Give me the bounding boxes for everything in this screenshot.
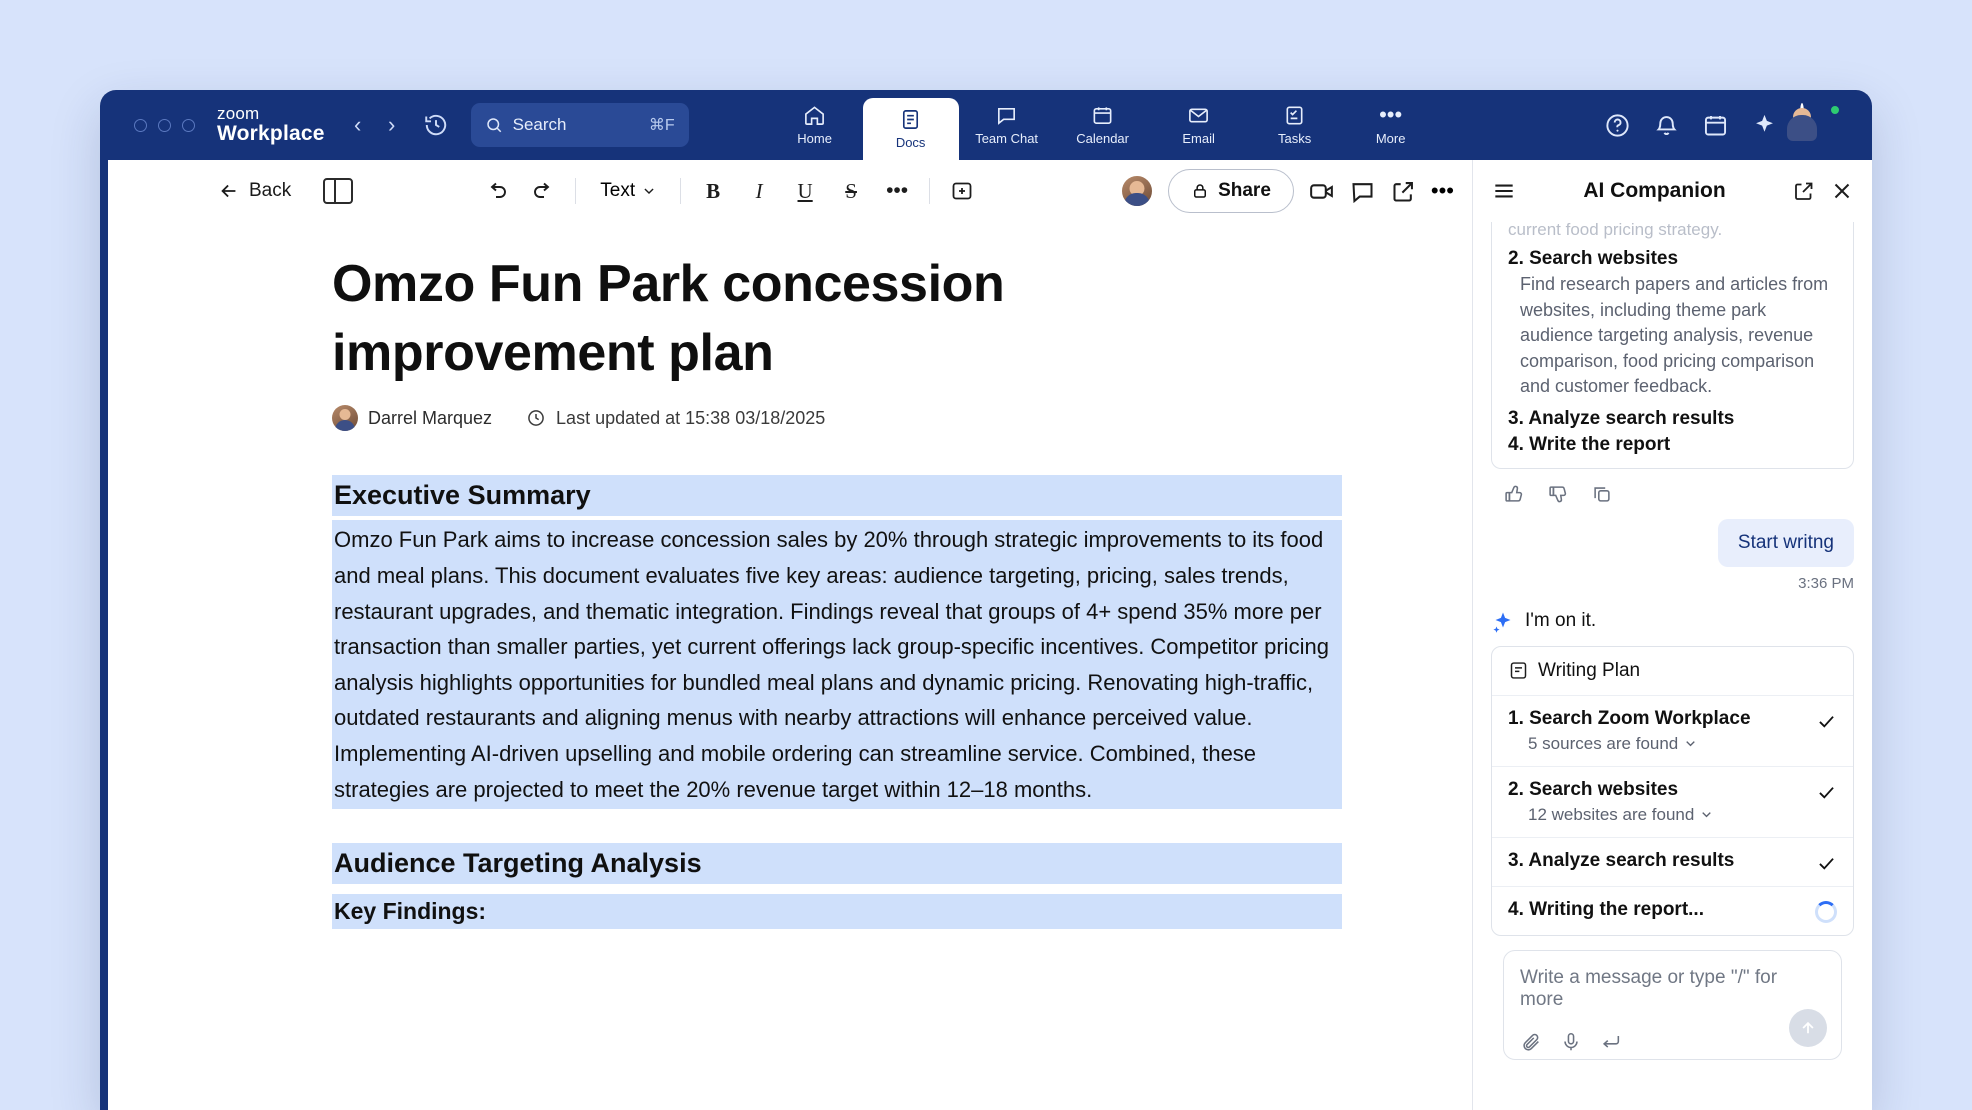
- nav-label-team-chat: Team Chat: [975, 131, 1039, 146]
- document-meta: [332, 405, 1352, 431]
- nav-label-home: Home: [797, 131, 832, 146]
- chevron-down-icon: [1684, 737, 1697, 750]
- insert-icon[interactable]: [942, 171, 982, 211]
- step-title: 2. Search websites: [1508, 778, 1679, 800]
- nav-label-email: Email: [1182, 131, 1215, 146]
- back-arrow-icon[interactable]: ‹: [353, 112, 362, 137]
- brand-line-2: Workplace: [217, 121, 325, 145]
- author-avatar: [332, 405, 358, 431]
- nav-item-home[interactable]: [767, 90, 863, 160]
- bell-icon[interactable]: [1653, 112, 1680, 139]
- nav-label-tasks: Tasks: [1278, 131, 1312, 146]
- writing-plan-step[interactable]: [1492, 696, 1853, 767]
- search-placeholder: Search: [512, 115, 567, 134]
- chevron-down-icon: [1700, 808, 1713, 821]
- minimize-window-button[interactable]: [158, 119, 171, 132]
- share-button[interactable]: [1168, 169, 1294, 213]
- toolbar-divider: [929, 178, 930, 204]
- text-style-dropdown[interactable]: [588, 171, 668, 211]
- toolbar-divider: [680, 178, 681, 204]
- undo-icon[interactable]: [477, 171, 517, 211]
- audience-targeting-heading-block: [332, 843, 1342, 884]
- nav-item-tasks[interactable]: [1247, 90, 1343, 160]
- message-composer[interactable]: [1503, 950, 1842, 1060]
- section-heading-executive-summary: Executive Summary: [334, 480, 591, 511]
- writing-plan-title: Writing Plan: [1538, 659, 1641, 681]
- step-title: 1. Search Zoom Workplace: [1508, 707, 1751, 729]
- zoom-workplace-logo: [217, 105, 325, 145]
- more-icon: •••: [1379, 102, 1403, 127]
- forward-arrow-icon[interactable]: ›: [387, 112, 396, 137]
- chevron-down-icon: [642, 184, 656, 198]
- attach-icon[interactable]: [1520, 1031, 1542, 1053]
- author-name: Darrel Marquez: [368, 407, 493, 428]
- step-subtitle-text: 12 websites are found: [1528, 804, 1695, 824]
- mic-icon[interactable]: [1560, 1031, 1582, 1053]
- help-icon[interactable]: [1604, 112, 1631, 139]
- message-reactions: [1491, 469, 1854, 509]
- avatar[interactable]: [1800, 105, 1840, 145]
- top-navigation: [767, 90, 1439, 160]
- nav-item-calendar[interactable]: [1055, 90, 1151, 160]
- formatting-tools: [477, 171, 982, 211]
- nav-item-team-chat[interactable]: [959, 90, 1055, 160]
- subheading-key-findings: Key Findings:: [334, 898, 487, 925]
- more-formatting-icon[interactable]: •••: [886, 179, 909, 202]
- executive-summary-body-block: [332, 520, 1342, 809]
- ai-panel-close-icon[interactable]: [1830, 179, 1854, 203]
- nav-item-docs[interactable]: [863, 98, 959, 160]
- lock-icon: [1191, 182, 1209, 200]
- toolbar-divider: [575, 178, 576, 204]
- step-subtitle[interactable]: [1508, 805, 1806, 825]
- loading-spinner-icon: [1815, 901, 1837, 923]
- nav-item-more[interactable]: [1343, 90, 1439, 160]
- docs-icon: [899, 108, 922, 130]
- video-icon[interactable]: [1308, 178, 1335, 205]
- close-window-button[interactable]: [134, 119, 147, 132]
- ai-sparkle-icon[interactable]: [1751, 112, 1778, 139]
- assistant-message-text: I'm on it.: [1525, 609, 1597, 631]
- share-button-label: Share: [1218, 180, 1271, 201]
- home-icon: [803, 104, 826, 126]
- thumbs-up-icon[interactable]: [1503, 483, 1525, 505]
- left-rail: [100, 160, 108, 1110]
- document-toolbar: [100, 160, 1472, 222]
- document-pane: [100, 160, 1472, 1110]
- title-bar-right-icons: [1604, 105, 1854, 145]
- copy-icon[interactable]: [1591, 483, 1613, 505]
- composer-actions: [1520, 1031, 1825, 1053]
- ai-panel-header: [1473, 160, 1872, 222]
- collaborator-avatar[interactable]: [1120, 174, 1154, 208]
- thumbs-down-icon[interactable]: [1547, 483, 1569, 505]
- section-spacer: [332, 809, 1352, 843]
- check-icon: [1816, 779, 1837, 803]
- toggle-sidebar-button[interactable]: [323, 178, 353, 204]
- italic-icon[interactable]: I: [755, 178, 763, 203]
- writing-plan-step[interactable]: [1492, 838, 1853, 887]
- presence-indicator: [1829, 104, 1841, 116]
- ai-panel-popout-icon[interactable]: [1792, 179, 1816, 203]
- ai-panel-menu-icon[interactable]: [1491, 178, 1517, 204]
- back-button[interactable]: [218, 180, 291, 202]
- clipped-previous-text: current food pricing strategy.: [1508, 222, 1723, 239]
- email-icon: [1187, 104, 1210, 126]
- previous-plan-card: [1491, 222, 1854, 469]
- writing-plan-card: [1491, 646, 1854, 936]
- user-message-bubble: Start writng: [1718, 519, 1854, 567]
- section-body-executive-summary[interactable]: Omzo Fun Park aims to increase concession sales by 20% through strategic improvements to its food and meal plans. This document evaluates five key areas: audience targeting, pricing, sales trends, restaurant upgrades, and thematic integration. Findings reveal that groups of 4+ spend 35% more per transaction than smaller parties, yet current offerings lack group-specific incentives. Competitor pricing analysis highlights opportunities for bundled meal plans and dynamic pricing. Renovating high-traffic, outdated restaurants and aligning menus with nearby attractions will enhance perceived value. Implementing AI-driven upselling and mobile ordering can streamline service. Combined, these strategies are projected to meet the 20% revenue target within 12–18 months.: [332, 520, 1342, 809]
- key-findings-heading-block: [332, 894, 1342, 929]
- chat-icon: [995, 104, 1018, 126]
- brand-line-1: zoom: [217, 104, 260, 124]
- step-title: 4. Writing the report...: [1508, 898, 1704, 920]
- search-shortcut: ⌘F: [648, 117, 675, 134]
- nav-label-calendar: Calendar: [1076, 131, 1129, 146]
- writing-plan-step[interactable]: [1492, 887, 1853, 935]
- user-message-time: 3:36 PM: [1798, 574, 1854, 592]
- assistant-message-row: [1491, 608, 1854, 634]
- strikethrough-icon[interactable]: S: [845, 178, 857, 203]
- document-content: [100, 222, 1472, 1110]
- search-input[interactable]: [471, 103, 689, 147]
- executive-summary-heading-block: [332, 475, 1342, 516]
- plan-step-title: 2. Search websites: [1508, 248, 1679, 269]
- window-controls[interactable]: [134, 119, 195, 132]
- ai-conversation-scroll[interactable]: [1473, 222, 1872, 1110]
- more-options-icon[interactable]: •••: [1430, 178, 1454, 203]
- search-icon: [485, 116, 503, 134]
- ai-companion-panel: [1472, 160, 1872, 1110]
- app-window: [100, 90, 1872, 1110]
- ai-sparkle-icon: [1491, 608, 1515, 634]
- document-toolbar-right: [1120, 169, 1454, 213]
- title-bar: [100, 90, 1872, 160]
- clock-icon: [526, 408, 546, 428]
- writing-plan-header: [1492, 647, 1853, 696]
- redo-icon[interactable]: [523, 171, 563, 211]
- step-subtitle-text: 5 sources are found: [1528, 733, 1679, 753]
- plan-step-title: 4. Write the report: [1508, 433, 1671, 455]
- underline-icon[interactable]: U: [797, 178, 813, 203]
- section-heading-audience-targeting: Audience Targeting Analysis: [334, 848, 702, 879]
- tasks-icon: [1283, 104, 1306, 126]
- writing-plan-step[interactable]: [1492, 767, 1853, 838]
- text-style-label: Text: [600, 180, 636, 201]
- calendar-icon: [1091, 104, 1114, 126]
- maximize-window-button[interactable]: [182, 119, 195, 132]
- bold-icon[interactable]: B: [706, 178, 721, 203]
- check-icon: [1816, 708, 1837, 732]
- plan-step-title: 3. Analyze search results: [1508, 407, 1735, 429]
- comment-icon[interactable]: [1349, 178, 1376, 205]
- enter-icon[interactable]: [1600, 1031, 1622, 1053]
- arrow-left-icon: [218, 180, 240, 202]
- document-title[interactable]: Omzo Fun Park concession improvement plan: [332, 255, 1005, 382]
- app-body: [100, 160, 1872, 1110]
- back-button-label: Back: [249, 180, 292, 201]
- composer-placeholder: Write a message or type "/" for more: [1520, 966, 1778, 1010]
- step-title: 3. Analyze search results: [1508, 849, 1735, 871]
- calendar-icon[interactable]: [1702, 112, 1729, 139]
- last-updated-text: Last updated at 15:38 03/18/2025: [556, 407, 826, 428]
- nav-item-email[interactable]: [1151, 90, 1247, 160]
- plan-icon: [1508, 660, 1529, 681]
- ai-panel-title: AI Companion: [1583, 179, 1726, 202]
- nav-label-docs: Docs: [895, 135, 926, 150]
- plan-step-description: Find research papers and articles from websites, including theme park audience targeting analysis, revenue comparison, food pricing comparison and customer feedback.: [1520, 274, 1829, 397]
- open-external-icon[interactable]: [1390, 178, 1417, 205]
- history-icon[interactable]: [417, 106, 455, 144]
- nav-label-more: More: [1375, 131, 1406, 146]
- step-subtitle[interactable]: [1508, 734, 1806, 754]
- send-button[interactable]: [1789, 1009, 1827, 1047]
- check-icon: [1816, 850, 1837, 874]
